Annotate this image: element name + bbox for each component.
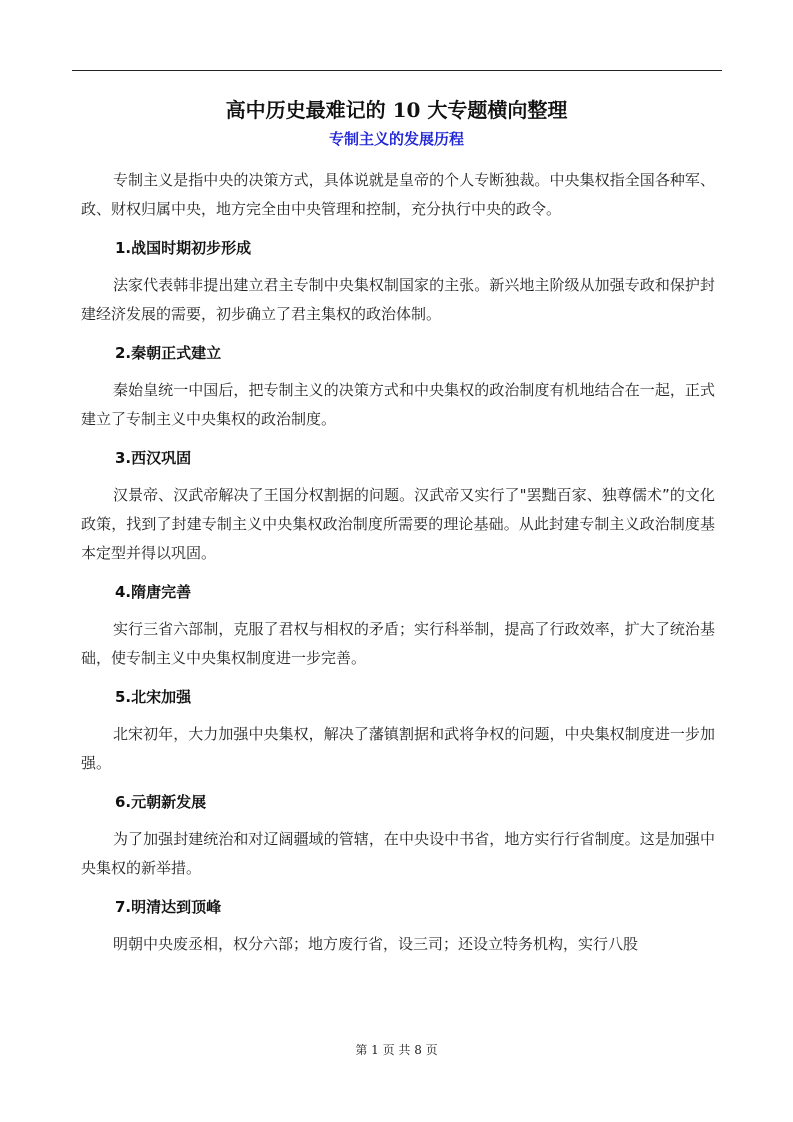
document-subtitle: 专制主义的发展历程 [328, 130, 464, 148]
section-paragraph: 法家代表韩非提出建立君主专制中央集权制国家的主张。新兴地主阶级从加强专政和保护封建经济发展的需要，初步确立了君主集权的政治体制。 [81, 276, 715, 323]
section-heading: 3.西汉巩固 [115, 449, 192, 467]
intro-paragraph: 专制主义是指中央的决策方式，具体说就是皇帝的个人专断独裁。中央集权指全国各种军、政、财权归属中央，地方完全由中央管理和控制，充分执行中央的政令。 [81, 171, 715, 218]
section-paragraph: 秦始皇统一中国后，把专制主义的决策方式和中央集权的政治制度有机地结合在一起，正式建立了专制主义中央集权的政治制度。 [81, 381, 715, 428]
document-body [81, 166, 715, 959]
document-title: 高中历史最难记的 10 大专题横向整理 [225, 98, 568, 122]
page-footer: 第 1 页 共 8 页 [355, 1043, 438, 1057]
section-heading: 5.北宋加强 [115, 688, 192, 706]
section-heading: 1.战国时期初步形成 [115, 239, 252, 257]
section-heading: 6.元朝新发展 [115, 793, 207, 811]
section-heading: 4.隋唐完善 [115, 583, 192, 601]
section-heading: 2.秦朝正式建立 [115, 344, 222, 362]
section-paragraph: 为了加强封建统治和对辽阔疆域的管辖，在中央设中书省，地方实行行省制度。这是加强中央集权的新举措。 [81, 830, 715, 877]
header-rule [72, 70, 722, 71]
section-paragraph: 北宋初年，大力加强中央集权，解决了藩镇割据和武将争权的问题，中央集权制度进一步加强。 [81, 725, 715, 772]
section-heading: 7.明清达到顶峰 [115, 898, 222, 916]
section-paragraph: 明朝中央废丞相，权分六部；地方废行省，设三司；还设立特务机构，实行八股 [113, 935, 639, 953]
section-paragraph: 汉景帝、汉武帝解决了王国分权割据的问题。汉武帝又实行了"罢黜百家、独尊儒术”的文化政策，找到了封建专制主义中央集权政治制度所需要的理论基础。从此封建专制主义政治制度基本定型并得以巩固。 [81, 486, 715, 562]
section-paragraph: 实行三省六部制，克服了君权与相权的矛盾；实行科举制，提高了行政效率，扩大了统治基础，使专制主义中央集权制度进一步完善。 [81, 620, 715, 667]
